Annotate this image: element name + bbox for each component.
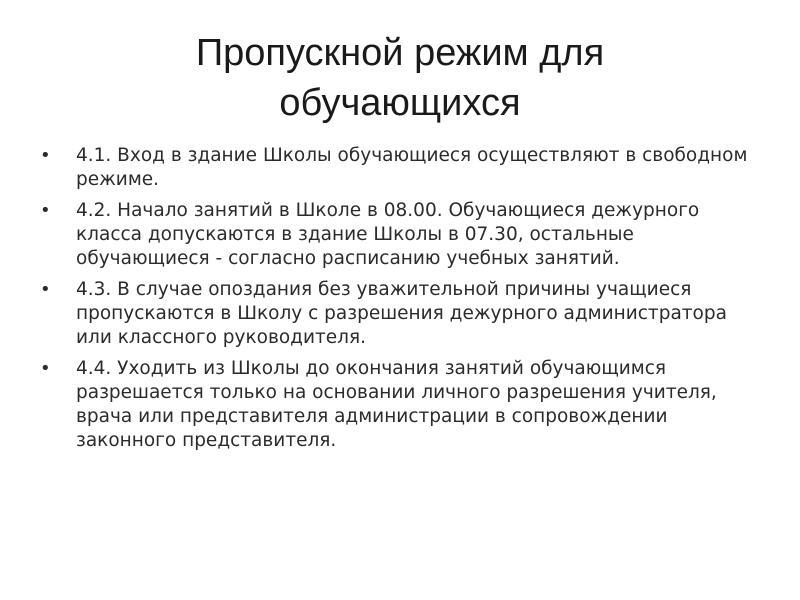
list-item xyxy=(38,199,758,271)
list-item xyxy=(38,278,758,350)
list-item-text: 4.2. Начало занятий в Школе в 08.00. Обучающиеся дежурного класса допускаются в здание Школы в 07.30, остальные обучающиеся - согласно расписанию учебных занятий. xyxy=(76,200,700,269)
bullet-icon: • xyxy=(40,358,51,379)
list-item-text: 4.1. Вход в здание Школы обучающиеся осуществляют в свободном режиме. xyxy=(76,145,748,190)
bullet-icon: • xyxy=(40,145,51,166)
bullet-icon: • xyxy=(40,200,51,221)
list-item xyxy=(38,357,758,453)
bullet-icon: • xyxy=(40,279,51,300)
slide-title: Пропускной режим для обучающихся xyxy=(195,32,605,124)
list-item-text: 4.3. В случае опоздания без уважительной причины учащиеся пропускаются в Школу с разрешения дежурного администратора или классного руководителя. xyxy=(76,279,727,348)
list-item-text: 4.4. Уходить из Школы до окончания занятий обучающимся разрешается только на основании личного разрешения учителя, врача или представителя администрации в сопровождении законного представителя. xyxy=(76,358,717,451)
list-item xyxy=(38,144,758,192)
bullet-list xyxy=(38,144,758,460)
